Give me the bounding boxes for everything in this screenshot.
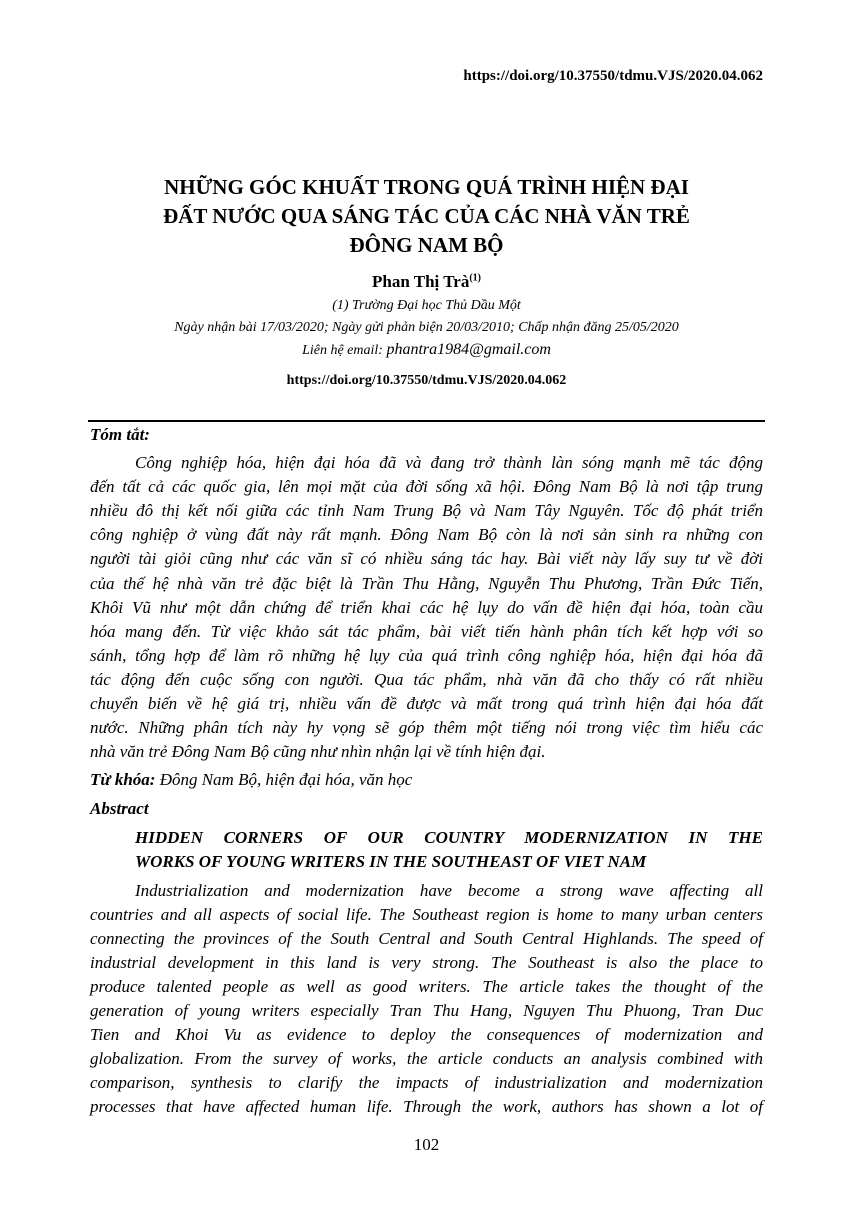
title-line: NHỮNG GÓC KHUẤT TRONG QUÁ TRÌNH HIỆN ĐẠI [164, 175, 689, 199]
keywords-value: Đông Nam Bộ, hiện đại hóa, văn học [159, 770, 413, 789]
summary-lines-line: sánh, tổng hợp để làm rõ những hệ lụy của quá trình công nghiệp hóa, hiện đại hóa đã [90, 645, 763, 665]
summary-lines-line: nhiều đô thị kết nối giữa các tỉnh Nam Trung Bộ và Nam Tây Nguyên. Tốc độ phát triển [90, 501, 763, 521]
contact [0, 341, 853, 359]
summary-lines-line: đến tất cả các quốc gia, lên mọi mặt của đời sống xã hội. Đông Nam Bộ là nơi tập trung [90, 477, 763, 497]
abstract-lines-line: connecting the provinces of the South Central and South Central Highlands. The speed of [90, 929, 763, 948]
summary-lines-line: Công nghiệp hóa, hiện đại hóa đã và đang trở thành làn sóng mạnh mẽ tác động [135, 453, 763, 472]
english-title-line: WORKS OF YOUNG WRITERS IN THE SOUTHEAST OF VIET NAM [135, 852, 647, 871]
abstract-lines-line: processes that have affected human life. Through the work, authors has shown a lot of [90, 1097, 763, 1116]
affiliation: (1) Trường Đại học Thủ Dầu Một [332, 298, 521, 313]
summary-lines-line: nhà văn trẻ Đông Nam Bộ cũng như nhìn nhận lại về tính hiện đại. [90, 742, 546, 762]
doi-link[interactable]: https://doi.org/10.37550/tdmu.VJS/2020.04.062 [286, 373, 567, 388]
page-number: 102 [413, 1135, 440, 1154]
abstract-lines-line: generation of young writers especially Tran Thu Hang, Nguyen Thu Phuong, Tran Duc [90, 1001, 763, 1020]
section-divider [88, 420, 765, 422]
summary-lines-line: Khôi Vũ như một dẫn chứng để triển khai các hệ lụy do vấn đề hiện đại hóa, toàn cầu [90, 597, 763, 617]
contact-email[interactable]: phantra1984@gmail.com [386, 341, 551, 358]
summary-lines-line: nước. Những phân tích này hy vọng sẽ góp thêm một tiếng nói trong việc tìm hiểu các [90, 718, 763, 738]
summary-lines-line: công nghiệp ở vùng đất này rất mạnh. Đông Nam Bộ còn là nơi sản sinh ra những con [90, 525, 763, 545]
summary-lines-line: chuyển biến về hệ giá trị, nhiều vấn đề được và mất trong quá trình hiện đại hóa đất [90, 694, 763, 713]
submission-dates: Ngày nhận bài 17/03/2020; Ngày gửi phản biện 20/03/2010; Chấp nhận đăng 25/05/2020 [174, 320, 679, 335]
abstract-lines-line: Industrialization and modernization have become a strong wave affecting all [135, 881, 763, 900]
contact-label: Liên hệ email: [302, 343, 383, 358]
title-line: ĐẤT NƯỚC QUA SÁNG TÁC CỦA CÁC NHÀ VĂN TRẺ [163, 204, 690, 228]
summary-lines-line: của thế hệ nhà văn trẻ đặc biệt là Trần Thu Hằng, Nguyễn Thu Phương, Trần Đức Tiến, [90, 573, 763, 593]
title-line: ĐÔNG NAM BỘ [349, 233, 504, 257]
abstract-lines-line: Tien and Khoi Vu as evidence to deploy the consequences of modernization and [90, 1025, 763, 1044]
english-title-line: HIDDEN CORNERS OF OUR COUNTRY MODERNIZATION IN THE [135, 828, 763, 847]
summary-lines-line: hóa mang đến. Từ việc khảo sát tác phẩm, bài viết tiến hành phân tích kết hợp với so [90, 621, 763, 641]
abstract-lines-line: produce talented people as well as good writers. The article takes the thought of the [90, 977, 763, 996]
author [0, 272, 853, 292]
header-doi-link[interactable]: https://doi.org/10.37550/tdmu.VJS/2020.04.062 [463, 68, 763, 84]
keywords-label: Từ khóa: [90, 770, 156, 789]
keywords [90, 770, 412, 790]
abstract-lines-line: globalization. From the survey of works, the article conducts an analysis combined with [90, 1049, 763, 1068]
abstract-lines-line: comparison, synthesis to clarify the impacts of industrialization and modernization [90, 1073, 763, 1092]
abstract-heading: Abstract [90, 799, 149, 818]
author-affiliation-marker: (1) [469, 272, 481, 284]
abstract-lines-line: countries and all aspects of social life. The Southeast region is home to many urban centers [90, 905, 763, 924]
abstract-lines-line: industrial development in this land is very strong. The Southeast is also the place to [90, 953, 763, 972]
summary-heading: Tóm tắt: [90, 425, 150, 444]
author-name: Phan Thị Trà [372, 272, 470, 291]
summary-lines-line: người tài giỏi cũng như các văn sĩ có nhiều sáng tác hay. Bài viết này lấy suy tư về đời [90, 549, 763, 569]
summary-lines-line: tác động đến cuộc sống con người. Qua tác phẩm, nhà văn đã cho thấy có rất nhiều [90, 669, 763, 689]
